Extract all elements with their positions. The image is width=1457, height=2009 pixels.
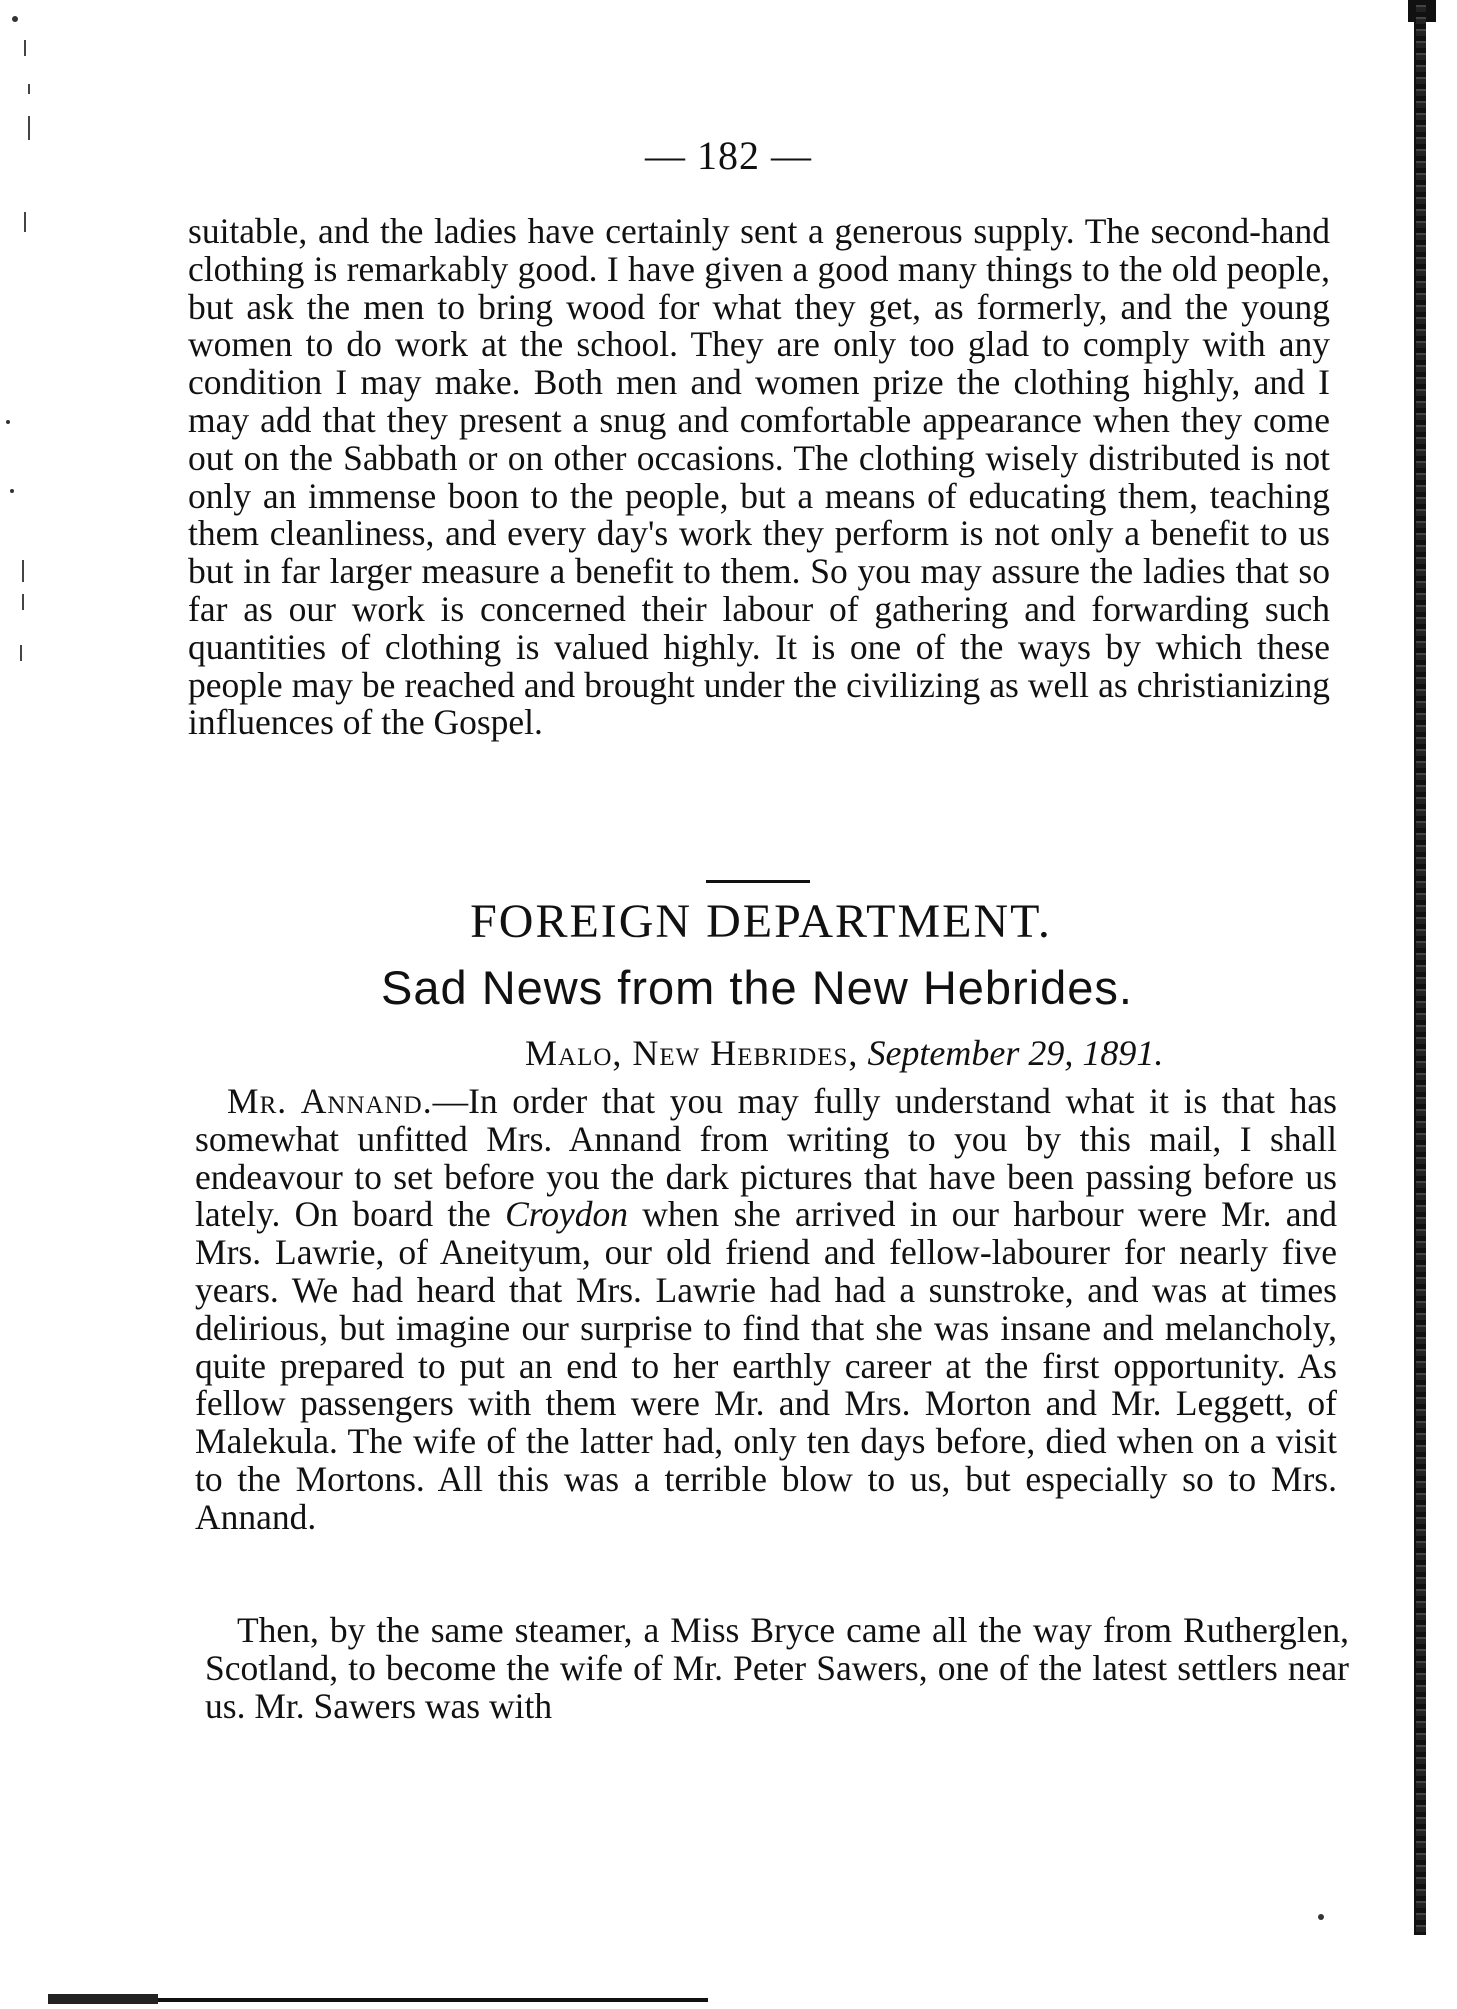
section-heading: FOREIGN DEPARTMENT. [470, 895, 1052, 948]
body-paragraph-continued: suitable, and the ladies have certainly sent a generous supply. The second-hand clothing is remarkably good. I have given a good many things to the old people, but ask the men to bring wood for what they get, as formerly, and the young women to do work at the school. They are only too glad to comply with any condition I may make. Both men and women prize the clothing highly, and I may add that they present a snug and comfortable appearance when they come out on the Sabbath or on other occasions. The clothing wisely distributed is not only an immense boon to the people, but a means of educating them, teaching them cleanliness, and every day's work they perform is not only a benefit to us but in far larger measure a benefit to them. So you may assure the ladies that so far as our work is concerned their labour of gathering and forwarding such quantities of clothing is valued highly. It is one of the ways by which these people may be reached and brought under the civilizing as well as christianizing influences of the Gospel. [188, 211, 1330, 743]
footer-rule-mark [48, 1994, 158, 2004]
dateline [525, 1032, 1163, 1074]
scan-margin-mark [24, 212, 26, 232]
scan-margin-mark [28, 84, 30, 94]
scan-speck [10, 489, 14, 493]
scan-speck [6, 420, 10, 424]
scan-speck [1318, 1914, 1324, 1920]
speaker-name: Mr. Annand. [227, 1081, 433, 1121]
page-number: — 182 — [645, 133, 812, 178]
scan-margin-mark [20, 645, 22, 661]
dateline-place: Malo, New Hebrides, [525, 1033, 859, 1073]
ship-name: Croydon [505, 1194, 629, 1235]
scan-margin-mark [22, 594, 24, 610]
letter-paragraph [195, 1083, 1337, 1537]
letter-text-part-2: when she arrived in our harbour were Mr. and Mrs. Lawrie, of Aneityum, our old friend and fellow-labourer for nearly five years. We had heard that Mrs. Lawrie had had a sunstroke, and was at times delirious, but imagine our surprise to find that she was insane and melancholy, quite prepared to put an end to her earthly career at the first opportunity. As fellow passengers with them were Mr. and Mrs. Morton and Mr. Leggett, of Malekula. The wife of the latter had, only ten days before, died when on a visit to the Mortons. All this was a terrible blow to us, but especially so to Mrs. Annand. [195, 1194, 1337, 1537]
dateline-date: September 29, 1891. [867, 1033, 1164, 1073]
letter-text-part-1: —In order that you may fully understand what it is that has somewhat unfitted Mrs. Annand from writing to you by this mail, I shall endeavour to set before you the dark pictures that have been passing before us lately. On board the [195, 1081, 1337, 1235]
article-title: Sad News from the New Hebrides. [381, 961, 1133, 1014]
letter-paragraph-continued: Then, by the same steamer, a Miss Bryce came all the way from Rutherglen, Scotland, to become the wife of Mr. Peter Sawers, one of the latest settlers near us. Mr. Sawers was with [205, 1610, 1349, 1726]
scan-speck [12, 16, 18, 22]
section-divider [706, 880, 810, 883]
scan-margin-mark [22, 560, 24, 582]
scan-margin-mark [24, 40, 26, 56]
